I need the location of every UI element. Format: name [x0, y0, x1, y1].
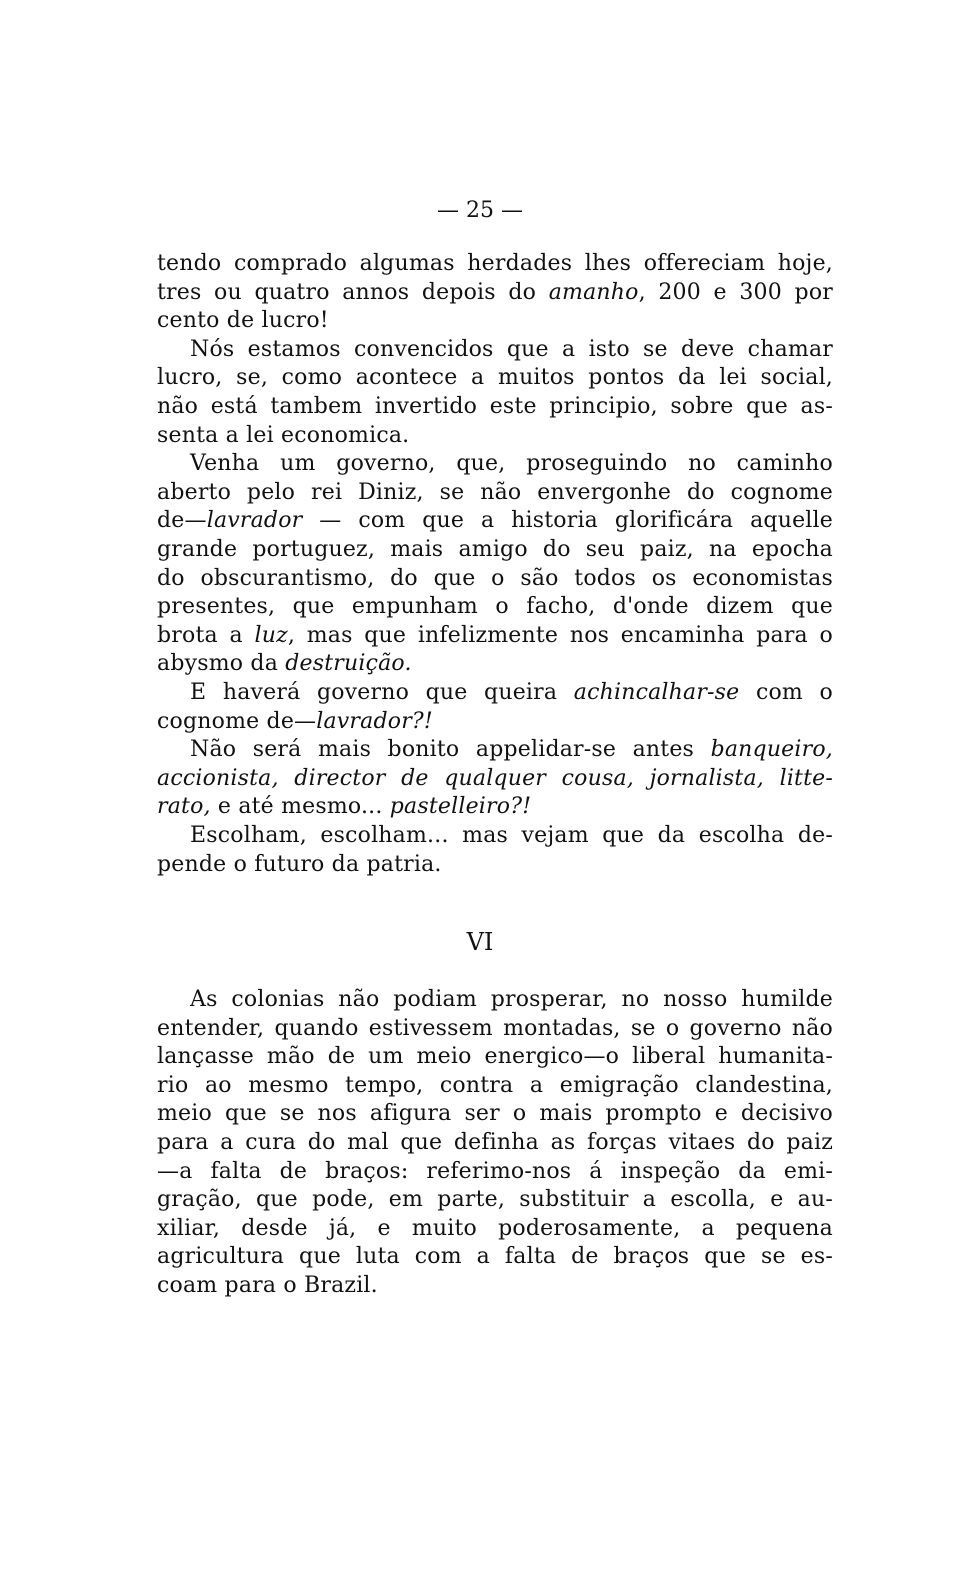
text-line [157, 536, 833, 564]
text-line [190, 736, 833, 764]
text-segment: gração, que pode, em parte, substituir a escolla, e au- [157, 1187, 833, 1213]
text-segment: entender, quando estivessem montadas, se o governo não [157, 1015, 833, 1041]
text-segment: coam para o Brazil. [157, 1273, 378, 1298]
text-segment: tendo comprado algumas herdades lhes offereciam hoje, [157, 251, 833, 276]
text-line [157, 1129, 833, 1157]
text-line [157, 593, 833, 621]
text-line [157, 279, 833, 307]
text-line [190, 822, 833, 850]
text-line [190, 986, 833, 1014]
italic-text: luz [254, 622, 288, 648]
italic-text: achincalhar-se [573, 680, 740, 705]
section-heading: VI [466, 928, 494, 956]
text-segment: — com que a historia glorificára aquelle [302, 508, 833, 534]
text-line [157, 851, 833, 879]
text-segment: brota a [157, 622, 255, 648]
text-segment: tres ou quatro annos depois do [157, 279, 549, 305]
text-segment: com o [739, 680, 834, 705]
italic-text: lavrador?! [316, 708, 433, 734]
text-segment: de— [157, 508, 207, 534]
italic-text: banqueiro, [710, 737, 833, 763]
italic-text: lavrador [206, 508, 303, 534]
italic-text: pastelleiro?! [389, 794, 532, 820]
text-segment: aberto pelo rei Diniz, se não envergonhe do cognome [157, 479, 833, 505]
text-segment: abysmo da [157, 651, 286, 677]
text-line [157, 708, 833, 736]
text-segment: , 200 e 300 por [638, 279, 833, 305]
text-line [157, 1186, 833, 1214]
text-segment: pende o futuro da patria. [157, 851, 442, 877]
text-line [157, 507, 833, 535]
text-line [157, 422, 833, 450]
text-segment: agricultura que luta com a falta de braços que se es- [157, 1244, 833, 1270]
text-line [157, 793, 833, 821]
text-segment: cognome de— [157, 708, 317, 734]
text-segment: Escolham, escolham... mas vejam que da escolha de- [190, 823, 833, 848]
text-line [157, 250, 833, 278]
text-line [157, 307, 833, 335]
text-segment: lucro, se, como acontece a muitos pontos da lei social, [157, 365, 833, 391]
text-line [157, 622, 833, 650]
text-line [157, 1272, 833, 1300]
text-segment: Não será mais bonito appelidar-se antes [190, 737, 711, 763]
text-segment: e até mesmo... [210, 794, 390, 820]
text-segment: para a cura do mal que definha as forças vitaes do paiz [157, 1130, 833, 1155]
text-line [157, 1072, 833, 1100]
text-line [157, 1158, 833, 1186]
text-line [190, 679, 833, 707]
text-line [157, 393, 833, 421]
italic-text: accionista, director de qualquer cousa, jornalista, litte- [157, 765, 833, 791]
text-line [157, 565, 833, 593]
text-segment: xiliar, desde já, e muito poderosamente, a pequena [157, 1215, 833, 1241]
page-number: — 25 — [437, 198, 523, 223]
text-line [157, 1215, 833, 1243]
text-segment: do obscurantismo, do que o são todos os economistas [157, 565, 833, 591]
text-segment: E haverá governo que queira [190, 680, 574, 705]
text-segment: As colonias não podiam prosperar, no nosso humilde [190, 987, 833, 1012]
text-line [157, 1100, 833, 1128]
text-segment: Venha um governo, que, proseguindo no caminho [190, 451, 833, 477]
text-line [157, 479, 833, 507]
text-segment: senta a lei economica. [157, 422, 410, 448]
italic-text: destruição. [285, 651, 412, 677]
text-line [157, 765, 833, 793]
text-segment: meio que se nos afigura ser o mais prompto e decisivo [157, 1101, 833, 1127]
text-line [157, 1243, 833, 1271]
italic-text: amanho [548, 279, 639, 305]
text-line [157, 364, 833, 392]
text-segment: cento de lucro! [157, 308, 329, 334]
text-line [157, 1015, 833, 1043]
text-segment: não está tambem invertido este principio, sobre que as- [157, 394, 833, 419]
text-segment: lançasse mão de um meio energico—o liberal humanita- [157, 1044, 833, 1070]
italic-text: rato, [157, 794, 211, 820]
text-line [190, 450, 833, 478]
text-segment: Nós estamos convencidos que a isto se deve chamar [190, 336, 833, 362]
text-line [190, 336, 833, 364]
text-segment: rio ao mesmo tempo, contra a emigração clandestina, [157, 1072, 833, 1098]
text-segment: , mas que infelizmente nos encaminha para o [287, 622, 833, 648]
text-line [157, 650, 833, 678]
text-segment: presentes, que empunham o facho, d'onde dizem que [157, 594, 833, 620]
text-line [157, 1043, 833, 1071]
text-segment: grande portuguez, mais amigo do seu paiz, na epocha [157, 537, 833, 562]
text-segment: —a falta de braços: referimo-nos á inspeção da emi- [157, 1158, 833, 1184]
